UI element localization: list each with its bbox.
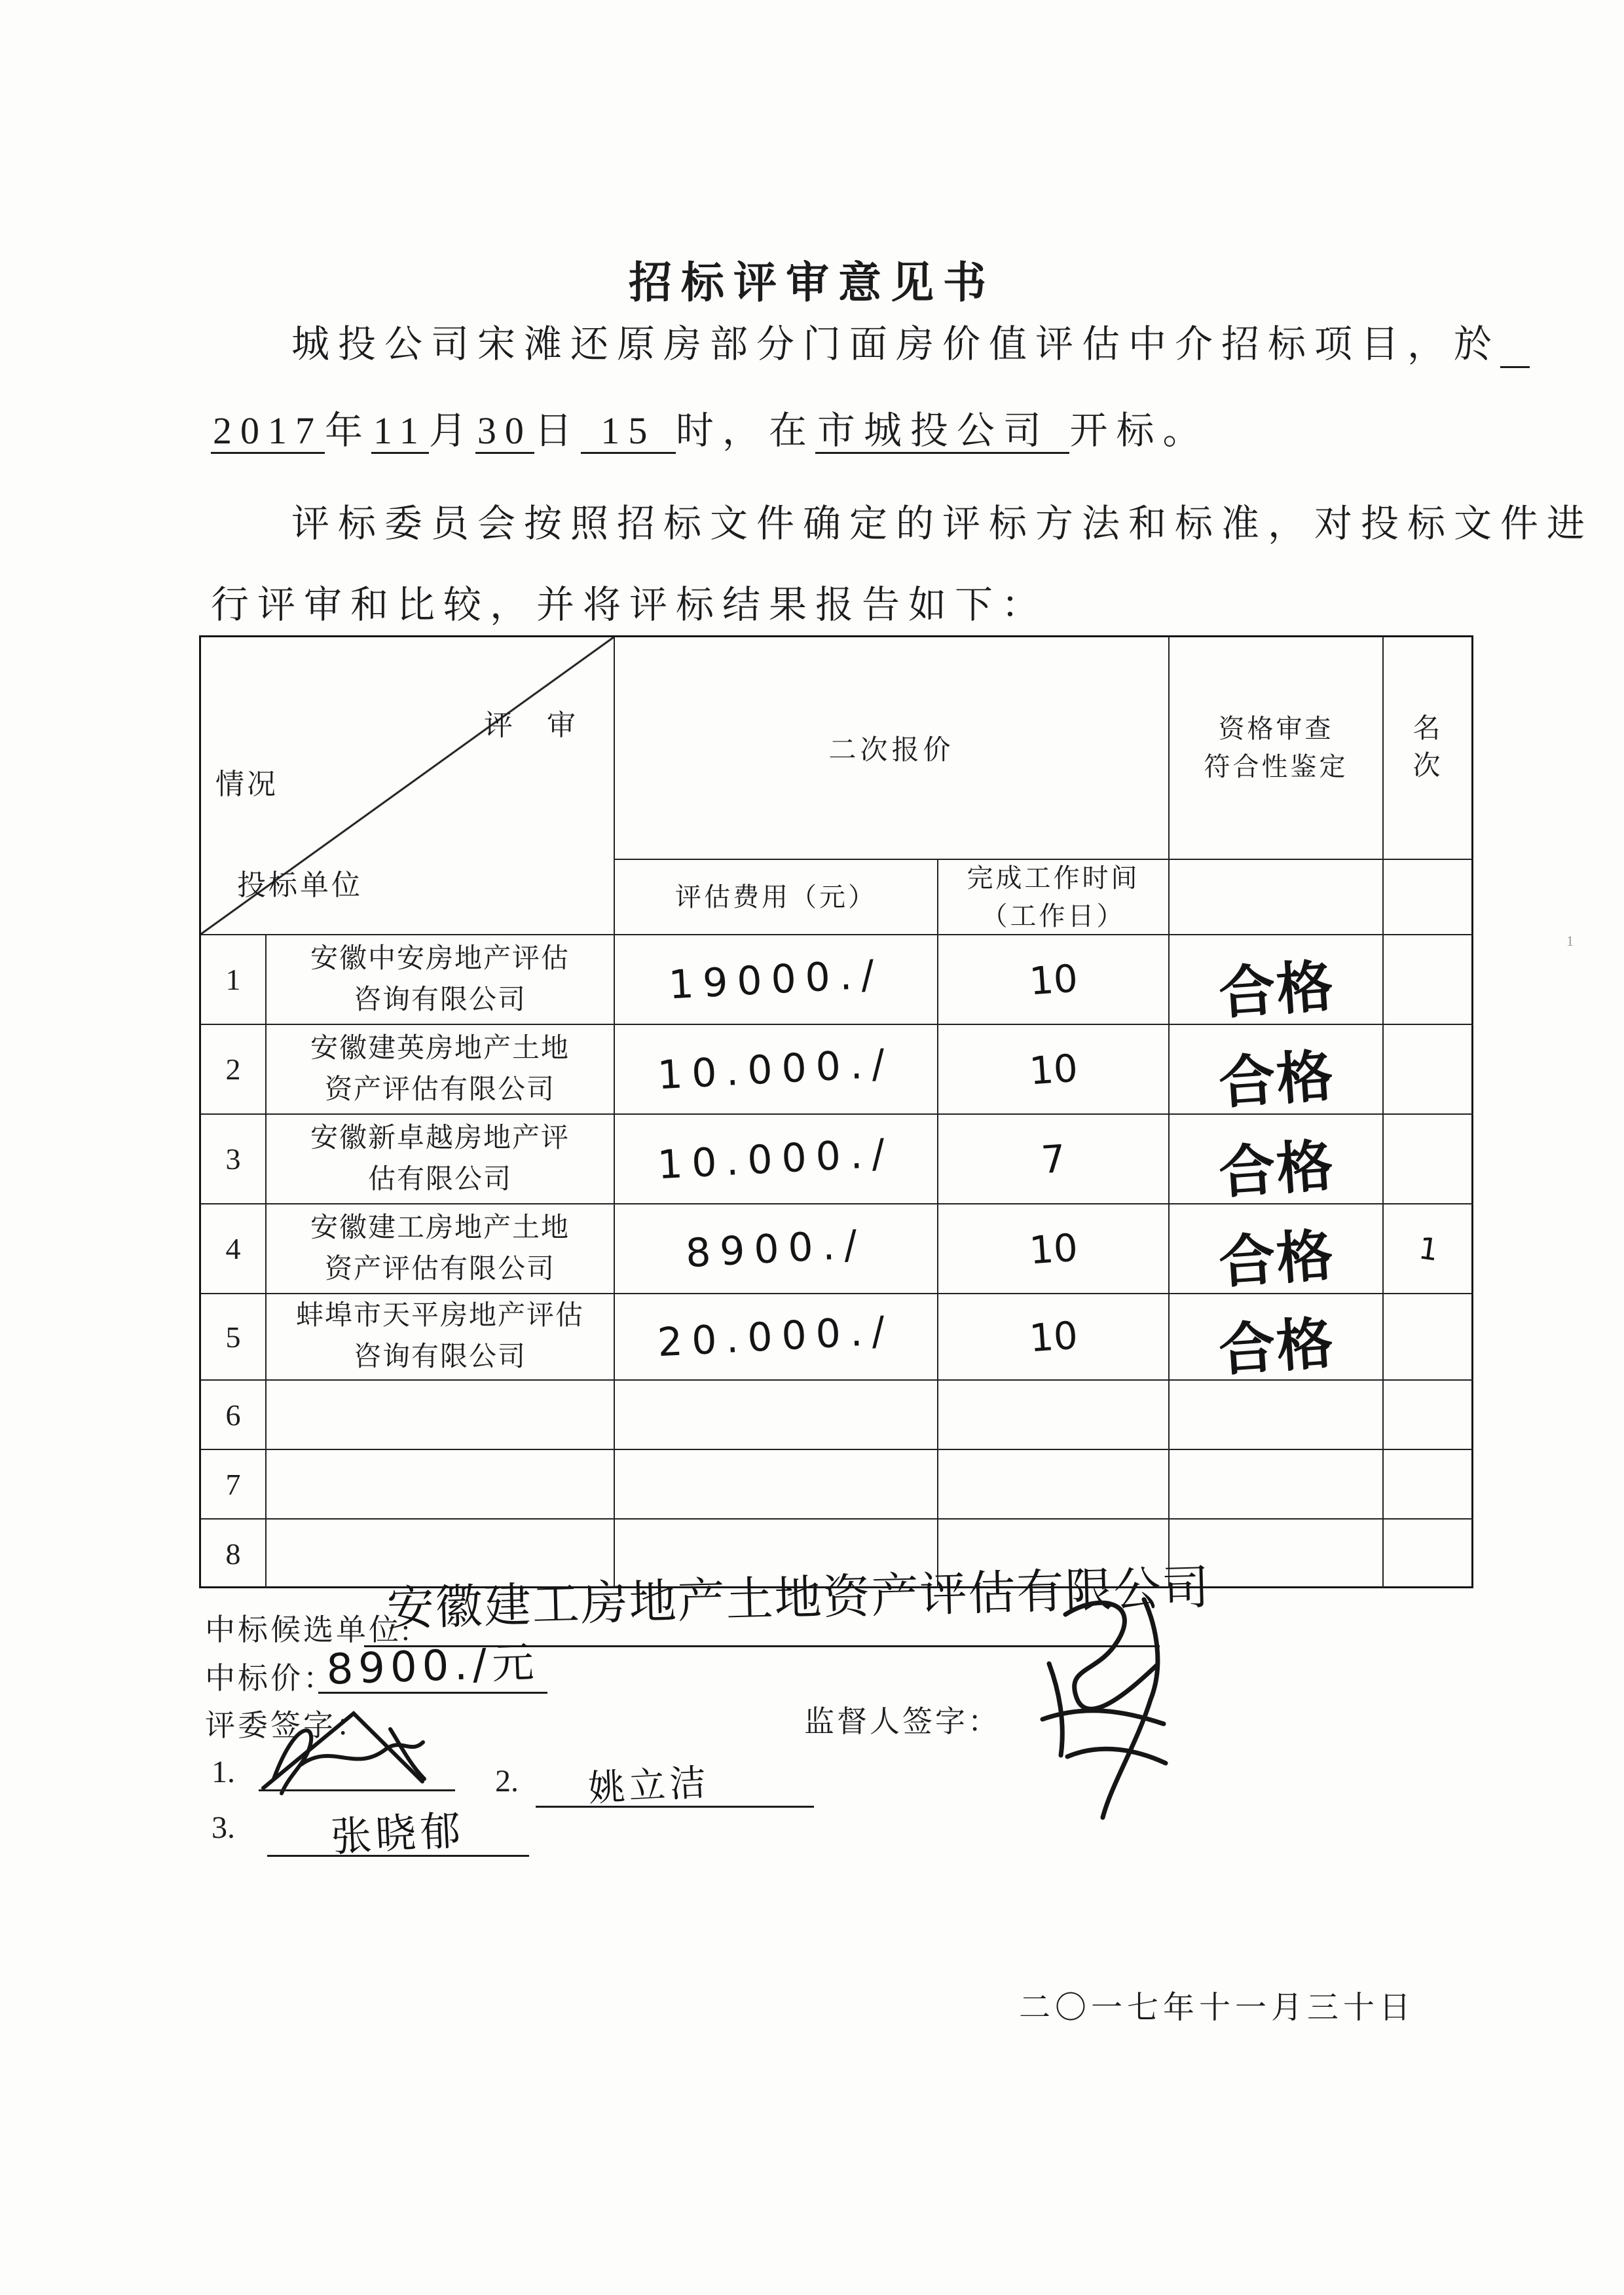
judge-3-signature: 张晓郁: [329, 1806, 466, 1861]
rank-cell-empty: [1384, 1381, 1473, 1450]
fee-cell: [615, 1204, 938, 1294]
bidder-name: [267, 1115, 615, 1204]
header-rank-sub-empty: [1384, 860, 1473, 935]
header-rank-char1: 名: [1412, 714, 1445, 745]
bidder-name-line1: 蚌埠市天平房地产评估: [295, 1301, 584, 1331]
price-underline: [318, 1692, 547, 1694]
time-cell-empty: [938, 1450, 1170, 1520]
bidder-name-empty: [267, 1381, 615, 1450]
bidder-name: [267, 1025, 615, 1115]
time-cell: [938, 1294, 1170, 1381]
qualified-cell-empty: [1170, 1381, 1384, 1450]
fee-cell-empty: [615, 1381, 938, 1450]
row-number: 6: [201, 1381, 267, 1450]
header-second-quote: 二次报价: [615, 637, 1170, 860]
rank-cell-empty: [1384, 1450, 1473, 1520]
bidder-name-line1: 安徽建工房地产土地: [310, 1212, 570, 1243]
fee-cell: [615, 935, 938, 1025]
blank-underline: [1500, 328, 1530, 368]
winner-candidate-label: 中标候选单位:: [205, 1613, 413, 1647]
handwritten-qualified: 合格: [1216, 1132, 1337, 1206]
row-number: 4: [201, 1204, 267, 1294]
open-place: 市城投公司: [815, 409, 1070, 454]
header-fee: 评估费用（元）: [615, 860, 938, 935]
handwritten-time: 10: [1027, 1225, 1079, 1273]
time-cell: [938, 1025, 1170, 1115]
bidder-name-line2: 估有限公司: [367, 1164, 512, 1195]
diagonal-label-situation: 情况: [215, 768, 278, 800]
bidder-name: [267, 1294, 615, 1381]
bidder-name-empty: [267, 1450, 615, 1520]
row-number: 3: [201, 1115, 267, 1204]
hour-unit: 时，在: [675, 409, 815, 452]
rank-cell: [1384, 1204, 1473, 1294]
header-time-line2: （工作日）: [981, 901, 1126, 931]
row-number: 1: [201, 935, 267, 1025]
qualified-cell: [1170, 1204, 1384, 1294]
bidder-name-line1: 安徽建英房地产土地: [310, 1033, 570, 1064]
supervisor-signature-label: 监督人签字：: [804, 1705, 1001, 1738]
intro-line-4: 行评审和比较，并将评标结果报告如下：: [211, 584, 1048, 626]
time-cell-empty: [938, 1381, 1170, 1450]
document-title: 招标评审意见书: [629, 259, 995, 307]
month-unit: 月: [428, 409, 475, 452]
time-cell: [938, 1204, 1170, 1294]
diagonal-header-cell: [201, 637, 615, 935]
judge-1-underline: [259, 1789, 455, 1791]
handwritten-qualified: 合格: [1216, 1310, 1337, 1384]
handwritten-fee: 10.000./: [656, 1040, 896, 1098]
handwritten-qualified: 合格: [1216, 953, 1337, 1027]
rank-cell-empty: [1384, 1520, 1473, 1588]
time-cell: [938, 935, 1170, 1025]
handwritten-fee: 20.000./: [656, 1307, 896, 1366]
row-number: 2: [201, 1025, 267, 1115]
winner-candidate-handwritten: 安徽建工房地产土地资产评估有限公司: [386, 1559, 1211, 1637]
handwritten-time: 10: [1027, 956, 1079, 1003]
evaluation-results-table: [199, 635, 1473, 1588]
handwritten-time: 10: [1027, 1313, 1079, 1361]
open-date-day: 30: [475, 409, 534, 454]
header-qualification: [1170, 637, 1384, 860]
handwritten-fee: 10.000./: [656, 1130, 896, 1188]
row-number: 7: [201, 1450, 267, 1520]
fee-cell-empty: [615, 1450, 938, 1520]
supervisor-signature-scribble: [1003, 1585, 1219, 1847]
qualified-cell: [1170, 935, 1384, 1025]
year-unit: 年: [325, 409, 372, 452]
judge-2-signature: 姚立洁: [587, 1761, 711, 1810]
header-qualification-line1: 资格审查: [1218, 714, 1334, 743]
handwritten-rank: 1: [1416, 1229, 1441, 1268]
header-rank: [1384, 637, 1473, 860]
qualified-cell: [1170, 1294, 1384, 1384]
judge-2-underline: [536, 1806, 814, 1808]
qualified-cell: [1170, 1115, 1384, 1204]
intro-line-1-text: 城投公司宋滩还原房部分门面房价值评估中介招标项目，於: [291, 323, 1501, 365]
header-time: [938, 860, 1170, 935]
judges-signature-label: 评委签字：: [205, 1709, 369, 1742]
rank-cell: [1384, 935, 1473, 1025]
bidder-name-line2: 咨询有限公司: [353, 984, 526, 1015]
header-rank-char2: 次: [1412, 751, 1445, 781]
diagonal-label-review: 评 审: [484, 709, 578, 741]
header-qualification-line2: 符合性鉴定: [1204, 752, 1348, 781]
bidder-name-line2: 资产评估有限公司: [324, 1254, 555, 1284]
fee-cell: [615, 1294, 938, 1381]
winning-price-label: 中标价：: [205, 1662, 336, 1695]
handwritten-qualified: 合格: [1216, 1222, 1337, 1296]
qualified-cell-empty: [1170, 1450, 1384, 1520]
document-date: 二〇一七年十一月三十日: [1019, 1990, 1416, 2025]
fee-cell: [615, 1025, 938, 1115]
rank-cell: [1384, 1025, 1473, 1115]
rank-cell: [1384, 1115, 1473, 1204]
day-unit: 日: [534, 409, 581, 452]
intro-line-3: 评标委员会按照招标文件确定的评标方法和标准，对投标文件进: [291, 502, 1594, 545]
time-cell: [938, 1115, 1170, 1204]
judge-3-number: 3.: [212, 1810, 235, 1845]
header-qualification-sub-empty: [1170, 860, 1384, 935]
qualified-cell: [1170, 1025, 1384, 1115]
row-number: 5: [201, 1294, 267, 1381]
handwritten-time: 10: [1027, 1045, 1079, 1093]
row-number: 8: [201, 1520, 267, 1588]
judge-3-underline: [267, 1855, 529, 1857]
open-hour: 15: [581, 409, 676, 454]
bidder-name-line2: 资产评估有限公司: [324, 1074, 555, 1105]
scan-artifact: 1: [1566, 933, 1574, 949]
handwritten-qualified: 合格: [1216, 1043, 1337, 1117]
winning-price-handwritten: 8900./元: [325, 1638, 540, 1695]
diagonal-label-bidder: 投标单位: [237, 869, 363, 901]
rank-cell: [1384, 1294, 1473, 1381]
handwritten-time: 7: [1039, 1136, 1067, 1182]
handwritten-fee: 19000./: [667, 950, 885, 1009]
fee-cell: [615, 1115, 938, 1204]
bidder-name: [267, 1204, 615, 1294]
header-time-line1: 完成工作时间: [967, 863, 1140, 893]
judge-2-number: 2.: [495, 1764, 519, 1799]
bidder-name-line1: 安徽新卓越房地产评: [310, 1123, 570, 1153]
intro-line-1: [291, 313, 1530, 368]
line2-tail: 开标。: [1069, 409, 1209, 452]
bidder-name-line2: 咨询有限公司: [353, 1342, 526, 1372]
handwritten-fee: 8900./: [684, 1221, 868, 1277]
judge-1-number: 1.: [212, 1755, 235, 1789]
open-date-month: 11: [371, 409, 429, 454]
bidder-name: [267, 935, 615, 1025]
intro-line-2: [211, 400, 1209, 455]
open-date-year: 2017: [211, 409, 325, 454]
bidder-name-line1: 安徽中安房地产评估: [310, 943, 570, 974]
